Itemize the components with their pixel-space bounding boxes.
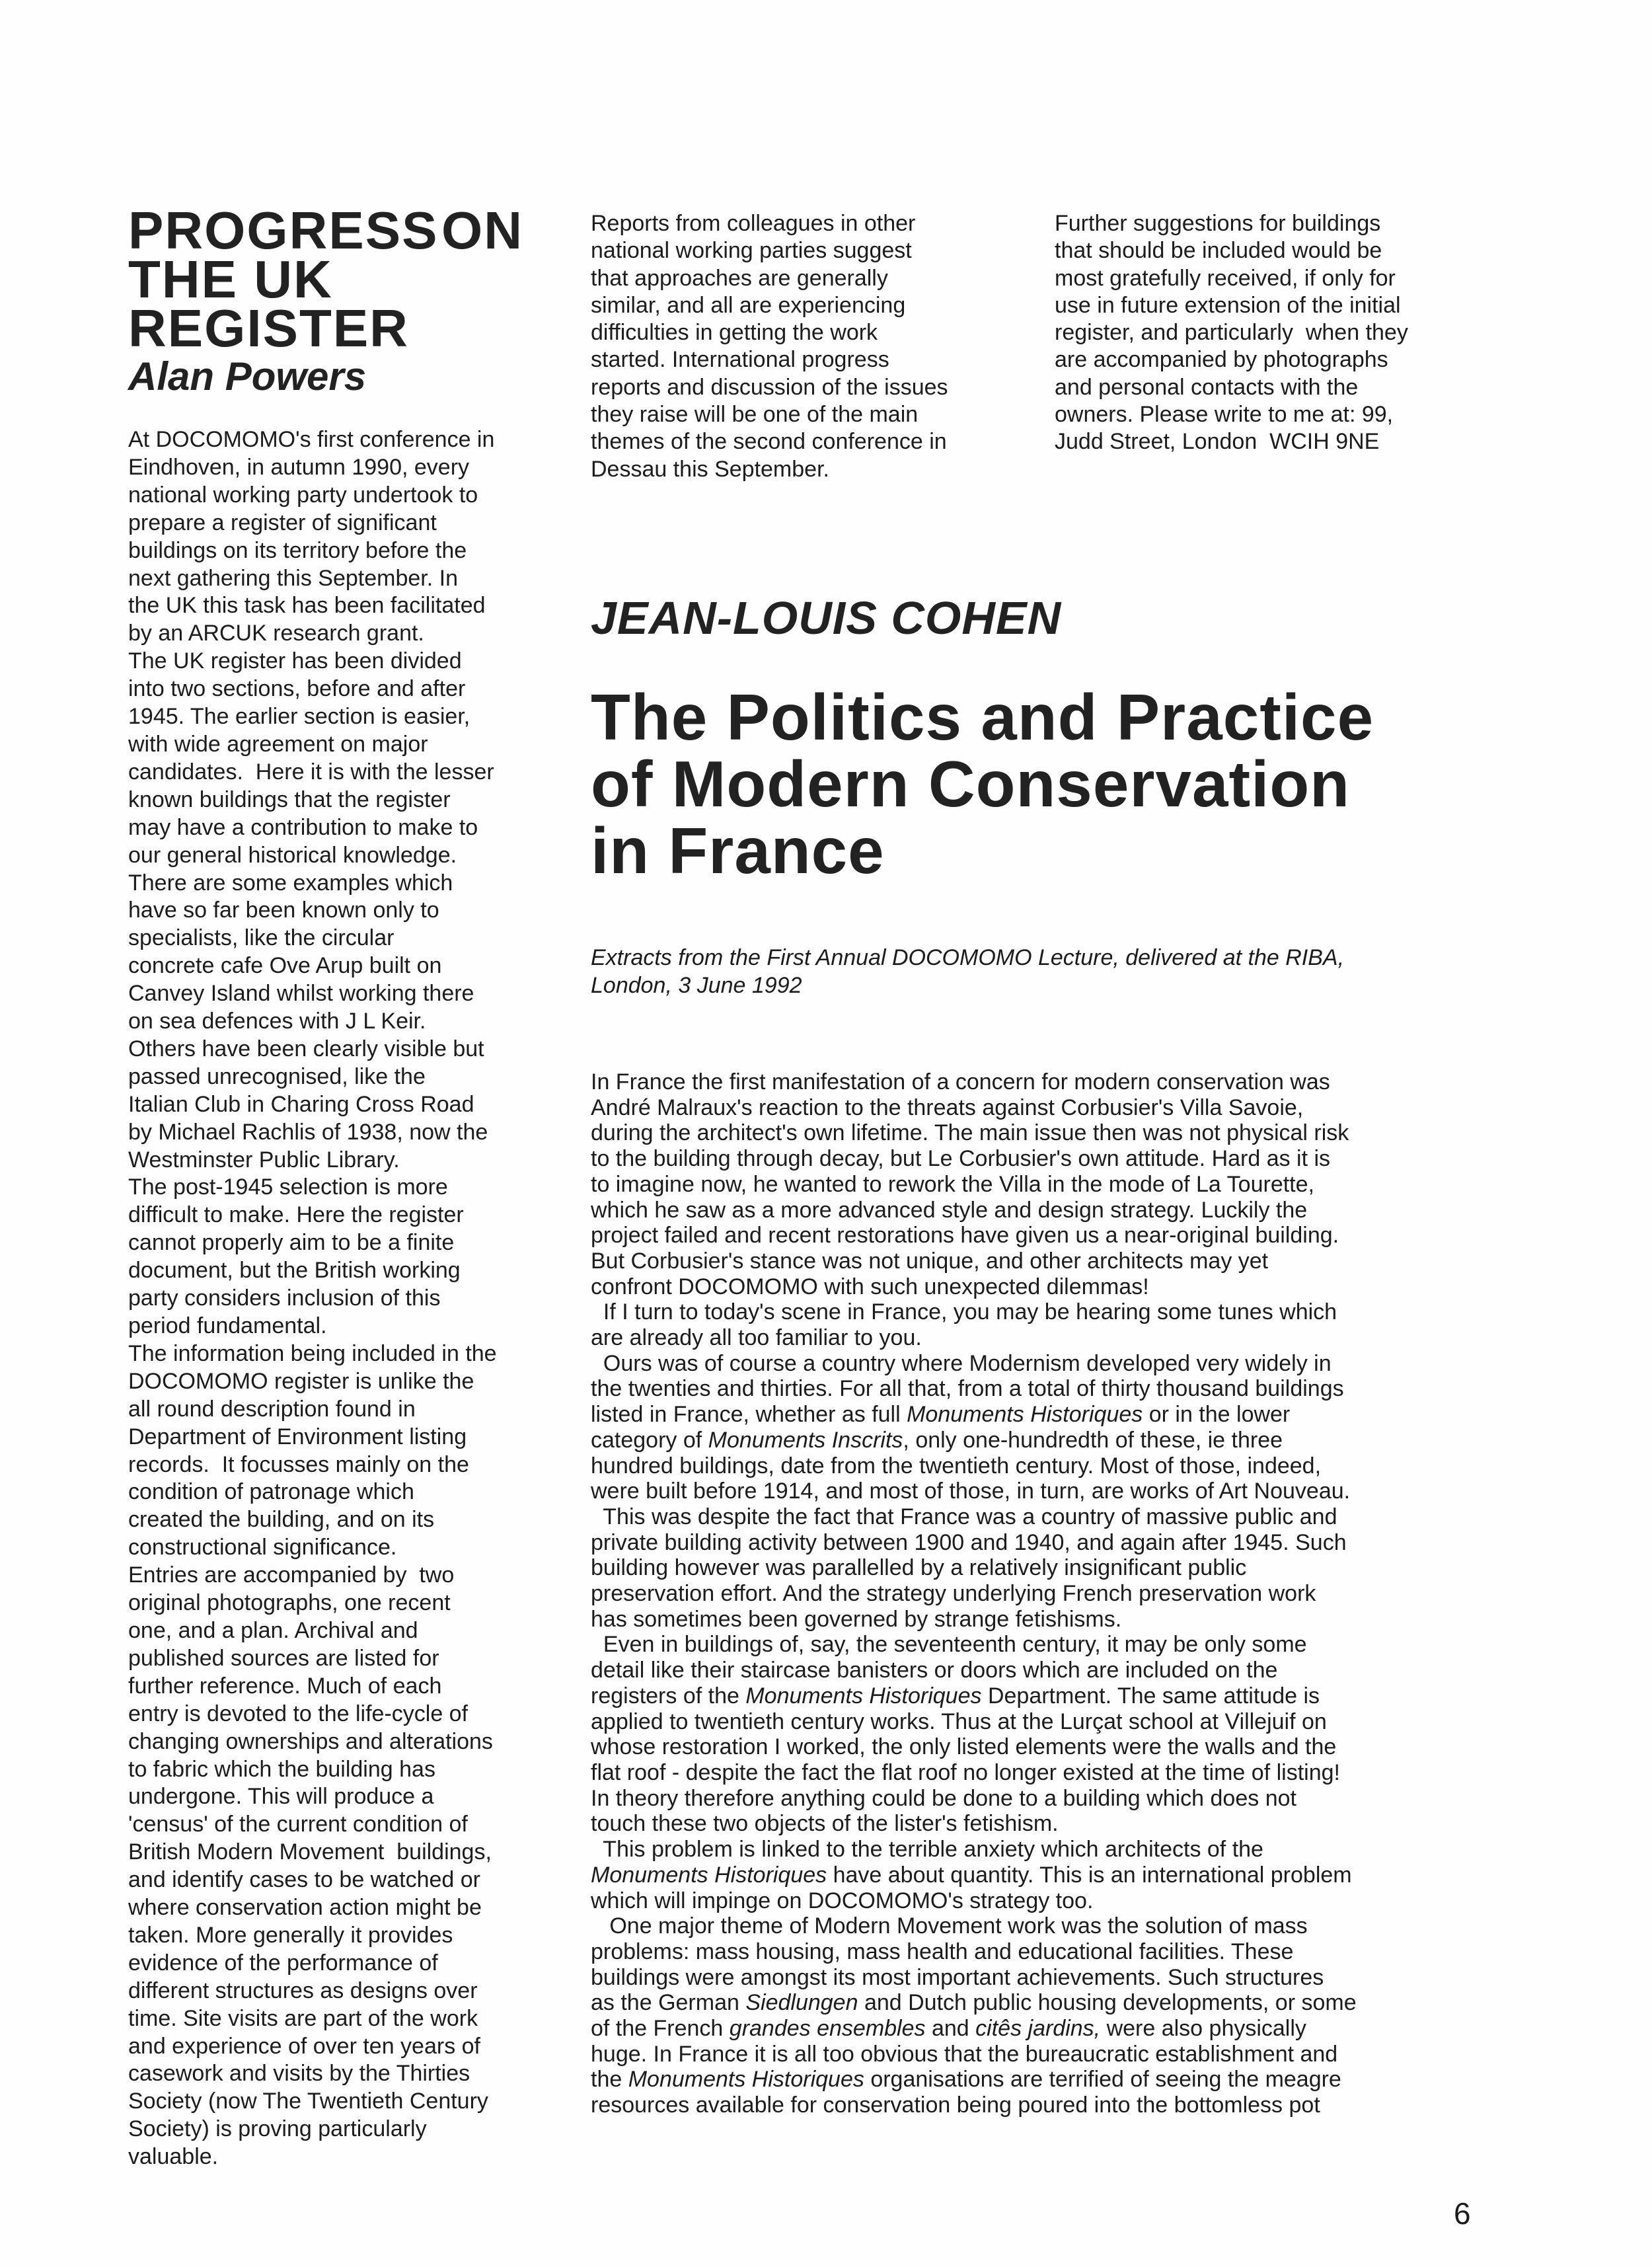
text-line: difficult to make. Here the register (128, 1202, 464, 1228)
text-line (591, 1888, 1357, 1914)
text-line (591, 1376, 1357, 1402)
text-line (591, 1658, 1357, 1683)
text-segment: applied to twentieth century works. Thus at the Lurçat school at Villejuif on (591, 1709, 1327, 1734)
text-line (591, 1428, 1357, 1453)
text-segment: to imagine now, he wanted to rework the Villa in the mode of La Tourette, (591, 1171, 1314, 1197)
text-line: by an ARCUK research grant. (128, 621, 424, 646)
text-segment: buildings were amongst its most important achievements. Such structures (591, 1964, 1324, 1990)
text-line: that approaches are generally (591, 265, 888, 291)
text-line (591, 1172, 1357, 1198)
text-line (591, 1990, 1357, 2016)
text-line: DOCOMOMO register is unlike the (128, 1368, 474, 1394)
text-line (591, 1249, 1357, 1274)
text-line: Others have been clearly visible but (128, 1036, 484, 1061)
text-segment: are already all too familiar to you. (591, 1325, 922, 1351)
text-segment: André Malraux's reaction to the threats against Corbusier's Villa Savoie, (591, 1095, 1304, 1120)
text-line: difficulties in getting the work (591, 320, 878, 346)
text-line: evidence of the performance of (128, 1950, 438, 1976)
text-line: At DOCOMOMO's first conference in (128, 427, 495, 452)
left-article-author: Alan Powers (128, 354, 367, 399)
text-line: Eindhoven, in autumn 1990, every (128, 454, 470, 480)
text-line (591, 1607, 1357, 1633)
text-line: 1945. The earlier section is easier, (128, 704, 470, 730)
text-line: register, and particularly when they (1055, 320, 1408, 346)
text-segment: have about quantity. This is an international problem (827, 1862, 1352, 1888)
left-article-closing-column (1055, 210, 1408, 456)
text-line: one, and a plan. Archival and (128, 1617, 418, 1643)
text-line (591, 1504, 1357, 1530)
text-line: cannot properly aim to be a finite (128, 1230, 455, 1256)
text-line: have so far been known only to (128, 898, 439, 923)
text-line: on sea defences with J L Keir. (128, 1009, 426, 1034)
text-line (591, 1913, 1357, 1939)
text-line: by Michael Rachlis of 1938, now the (128, 1119, 488, 1145)
text-line (591, 1274, 1357, 1300)
text-line (591, 2016, 1357, 2042)
text-line: Society) is proving particularly (128, 2116, 427, 2142)
text-line: valuable. (128, 2144, 219, 2170)
text-line: London, 3 June 1992 (591, 973, 802, 998)
text-line: condition of patronage which (128, 1479, 414, 1505)
main-article-byline: JEAN-LOUIS COHEN (591, 592, 1062, 644)
italic-term: Monuments Historiques (628, 2067, 864, 2093)
text-line: buildings on its territory before the (128, 537, 467, 563)
text-segment: project failed and recent restorations have given us a near-original building. (591, 1223, 1339, 1249)
text-segment: Ours was of course a country where Modernism developed very widely in (591, 1350, 1332, 1376)
text-line: where conservation action might be (128, 1895, 482, 1921)
text-segment: of the French (591, 2016, 730, 2042)
text-segment: which will impinge on DOCOMOMO's strategy too. (591, 1888, 1094, 1913)
text-line (591, 1734, 1357, 1760)
page-number: 6 (1454, 2196, 1471, 2231)
text-line: records. It focusses mainly on the (128, 1451, 469, 1477)
text-line (591, 2067, 1357, 2093)
text-line: further reference. Much of each (128, 1673, 442, 1699)
italic-term: Monuments Inscrits (708, 1427, 903, 1453)
text-line: prepare a register of significant (128, 510, 437, 535)
title-word: PROGRESS (128, 201, 439, 260)
text-line (591, 1453, 1357, 1479)
italic-term: grandes ensembles (729, 2016, 926, 2042)
text-line (591, 1863, 1357, 1888)
text-line (591, 1837, 1357, 1863)
text-line: The information being included in the (128, 1340, 497, 1366)
text-line: party considers inclusion of this (128, 1286, 441, 1311)
text-line: use in future extension of the initial (1055, 292, 1401, 318)
text-line: Entries are accompanied by two (128, 1562, 455, 1588)
text-line (591, 1325, 1357, 1351)
text-segment: preservation effort. And the strategy underlying French preservation work (591, 1581, 1316, 1607)
text-line: original photographs, one recent (128, 1590, 451, 1616)
text-segment: and (925, 2016, 976, 2042)
text-line: created the building, and on its (128, 1507, 435, 1533)
text-line: the UK this task has been facilitated (128, 593, 486, 619)
text-line (591, 1095, 1357, 1121)
text-line (591, 1479, 1357, 1504)
text-line: candidates. Here it is with the lesser (128, 759, 494, 785)
text-segment: registers of the (591, 1683, 746, 1709)
title-line: THE UK (128, 250, 333, 309)
text-line: owners. Please write to me at: 99, (1055, 402, 1394, 428)
text-line: known buildings that the register (128, 787, 451, 812)
text-line: concrete cafe Ove Arup built on (128, 953, 442, 979)
text-line (591, 1069, 1357, 1095)
text-line: and identify cases to be watched or (128, 1867, 480, 1893)
text-line: entry is devoted to the life-cycle of (128, 1701, 469, 1726)
text-line: Department of Environment listing (128, 1424, 467, 1449)
text-line (591, 1965, 1357, 1991)
text-line: in France (591, 814, 885, 887)
text-line (591, 1683, 1357, 1709)
text-line (591, 1223, 1357, 1249)
text-segment: problems: mass housing, mass health and educational facilities. These (591, 1939, 1294, 1964)
text-line: passed unrecognised, like the (128, 1063, 426, 1089)
text-line: The UK register has been divided (128, 648, 462, 674)
text-line: Judd Street, London WCIH 9NE (1055, 429, 1380, 455)
text-line: Dessau this September. (591, 456, 829, 482)
text-line: specialists, like the circular (128, 925, 394, 951)
left-article-continued-column (591, 210, 948, 483)
text-segment: flat roof - despite the fact the flat roof no longer existed at the time of listing! (591, 1759, 1340, 1785)
text-segment: were built before 1914, and most of those, in turn, are works of Art Nouveau. (591, 1479, 1351, 1504)
text-segment: resources available for conservation being poured into the bottomless pot (591, 2093, 1320, 2118)
text-segment: detail like their staircase banisters or doors which are included on the (591, 1658, 1278, 1683)
italic-term: Monuments Historiques (591, 1862, 827, 1888)
text-line: Canvey Island whilst working there (128, 981, 474, 1007)
text-line: document, but the British working (128, 1258, 461, 1284)
text-segment: whose restoration I worked, the only listed elements were the walls and the (591, 1734, 1337, 1760)
text-line: Westminster Public Library. (128, 1147, 400, 1172)
text-line (591, 1786, 1357, 1812)
text-line: national working parties suggest (591, 238, 912, 264)
text-segment: building however was parallelled by a relatively insignificant public (591, 1555, 1247, 1581)
text-segment: Department. The same attitude is (981, 1683, 1320, 1709)
text-line: British Modern Movement buildings, (128, 1839, 492, 1865)
text-line (591, 1760, 1357, 1786)
text-segment: This was despite the fact that France was a country of massive public and (591, 1504, 1337, 1529)
text-line: they raise will be one of the main (591, 402, 919, 428)
main-article-body (591, 1069, 1357, 2118)
text-line: our general historical knowledge. (128, 842, 457, 868)
text-line: next gathering this September. In (128, 565, 458, 591)
text-segment: hundred buildings, date from the twentieth century. Most of those, indeed, (591, 1453, 1322, 1479)
text-segment: One major theme of Modern Movement work was the solution of mass (591, 1913, 1308, 1939)
italic-term: Monuments Historiques (745, 1683, 982, 1709)
text-line: with wide agreement on major (128, 731, 428, 757)
text-segment: , only one-hundredth of these, ie three (903, 1427, 1283, 1453)
text-segment: touch these two objects of the lister's fetishism. (591, 1811, 1059, 1837)
text-line: and personal contacts with the (1055, 374, 1359, 400)
italic-term: Siedlungen (745, 1990, 858, 2016)
text-line: Extracts from the First Annual DOCOMOMO Lecture, delivered at the RIBA, (591, 945, 1345, 970)
text-line (591, 2093, 1357, 2118)
text-line: Italian Club in Charing Cross Road (128, 1091, 474, 1117)
text-segment: In France the first manifestation of a concern for modern conservation was (591, 1069, 1330, 1095)
text-segment: private building activity between 1900 and 1940, and again after 1945. Such (591, 1529, 1347, 1555)
text-segment: during the architect's own lifetime. The main issue then was not physical risk (591, 1120, 1349, 1146)
text-line: reports and discussion of the issues (591, 374, 948, 400)
text-line: 'census' of the current condition of (128, 1812, 468, 1837)
text-line: time. Site visits are part of the work (128, 2005, 478, 2031)
text-line: may have a contribution to make to (128, 814, 478, 840)
left-article-body (128, 426, 497, 2171)
text-line: different structures as designs over (128, 1978, 478, 2003)
text-line: most gratefully received, if only for (1055, 265, 1396, 291)
text-line (591, 1632, 1357, 1658)
text-segment: In theory therefore anything could be done to a building which does not (591, 1785, 1296, 1811)
text-segment: the twenties and thirties. For all that, from a total of thirty thousand buildings (591, 1376, 1344, 1402)
text-line: Reports from colleagues in other (591, 211, 916, 236)
text-line (591, 1581, 1357, 1607)
text-line (591, 1555, 1357, 1581)
text-line (591, 1198, 1357, 1223)
text-line (591, 1530, 1357, 1556)
text-line: into two sections, before and after (128, 676, 466, 702)
text-line: period fundamental. (128, 1313, 327, 1338)
text-segment: as the German (591, 1990, 746, 2016)
text-segment: and Dutch public housing developments, or some (858, 1990, 1357, 2016)
text-line (591, 1939, 1357, 1965)
title-word: ON (441, 201, 523, 260)
main-article-extract-note (591, 944, 1344, 999)
main-article-title (591, 681, 1374, 887)
text-line: similar, and all are experiencing (591, 292, 906, 318)
text-line: are accompanied by photographs (1055, 347, 1388, 373)
text-line: The post-1945 selection is more (128, 1174, 448, 1200)
text-segment: or in the lower (1143, 1402, 1291, 1428)
title-line: REGISTER (128, 299, 409, 358)
text-line (591, 1811, 1357, 1837)
text-segment: to the building through decay, but Le Corbusier's own attitude. Hard as it is (591, 1146, 1331, 1172)
text-line: all round description found in (128, 1396, 416, 1422)
text-segment: This problem is linked to the terrible anxiety which architects of the (591, 1837, 1263, 1863)
text-segment: But Corbusier's stance was not unique, and other architects may yet (591, 1248, 1269, 1274)
text-line: themes of the second conference in (591, 429, 947, 455)
text-segment: were also physically (1100, 2016, 1306, 2042)
text-segment: huge. In France it is all too obvious that the bureaucratic establishment and (591, 2041, 1338, 2067)
text-line: The Politics and Practice (591, 681, 1374, 753)
text-line (591, 1120, 1357, 1146)
text-line: Society (now The Twentieth Century (128, 2089, 488, 2114)
text-line: published sources are listed for (128, 1645, 439, 1671)
text-line (591, 1709, 1357, 1735)
text-line: undergone. This will produce a (128, 1784, 434, 1810)
text-line: Further suggestions for buildings (1055, 211, 1381, 236)
text-line: started. International progress (591, 347, 889, 373)
text-line: national working party undertook to (128, 482, 478, 508)
text-line (591, 1299, 1357, 1325)
text-line: constructional significance. (128, 1535, 397, 1560)
text-line: There are some examples which (128, 870, 453, 896)
text-segment: organisations are terrified of seeing the meagre (864, 2067, 1341, 2093)
text-line: and experience of over ten years of (128, 2033, 480, 2059)
text-line: that should be included would be (1055, 238, 1382, 264)
text-segment: category of (591, 1427, 708, 1453)
text-line (591, 2042, 1357, 2067)
text-segment: the (591, 2067, 628, 2093)
text-segment: confront DOCOMOMO with such unexpected dilemmas! (591, 1274, 1149, 1299)
text-segment: listed in France, whether as full (591, 1402, 907, 1428)
text-line: to fabric which the building has (128, 1756, 435, 1782)
text-segment: If I turn to today's scene in France, you may be hearing some tunes which (591, 1299, 1337, 1325)
text-line: of Modern Conservation (591, 748, 1351, 820)
italic-term: citês jardins, (975, 2016, 1101, 2042)
text-segment: Even in buildings of, say, the seventeenth century, it may be only some (591, 1632, 1307, 1658)
text-segment: which he saw as a more advanced style and design strategy. Luckily the (591, 1197, 1308, 1223)
text-line: casework and visits by the Thirties (128, 2061, 470, 2087)
text-line (591, 1402, 1357, 1428)
italic-term: Monuments Historiques (907, 1402, 1143, 1428)
text-line: changing ownerships and alterations (128, 1728, 493, 1754)
text-line: taken. More generally it provides (128, 1922, 453, 1948)
left-article-title (128, 201, 525, 358)
text-line (591, 1351, 1357, 1377)
text-segment: has sometimes been governed by strange fetishisms. (591, 1606, 1122, 1632)
text-line (591, 1146, 1357, 1172)
